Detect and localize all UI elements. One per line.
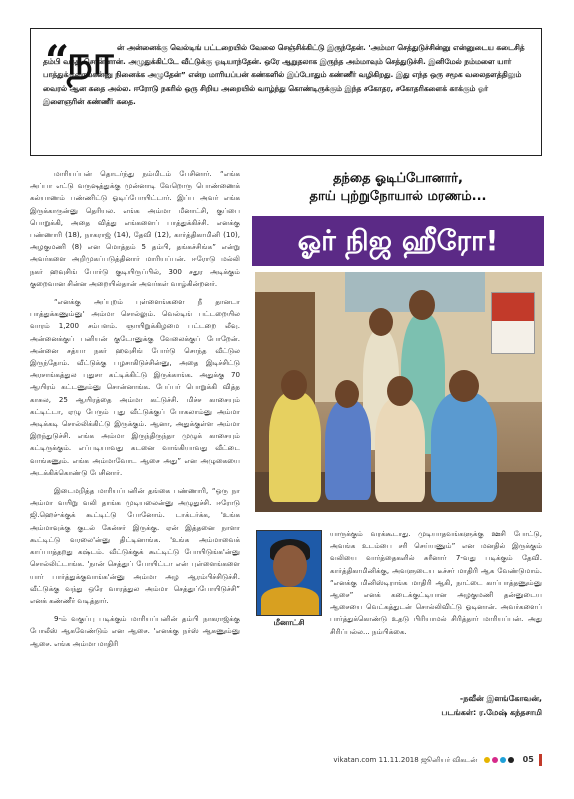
footer-date: 11.11.2018 [378,756,419,764]
footer-dot-cyan [500,757,506,763]
photo-child-5 [375,398,425,502]
page-number: 05 [522,755,534,764]
photo-child-6-head [449,370,479,402]
footer-magazine: ஜூனியர் விகடன் [420,756,478,764]
footer-site: vikatan.com [333,756,377,764]
footer-dot-black [508,757,514,763]
left-paragraph-4: 9-ம் வகுப்பு படிக்கும் மாரியப்பனின் தம்பி நாகராஜ்க்கு போலீஸ் ஆகவேண்டும் என ஆசை. 'எனக்கு நர்ஸ் ஆகணும்னு ஆசை. எங்க அம்மா மாதிரி [30,614,240,648]
photo-child-5-head [387,376,413,406]
photo-child-3-head [281,370,307,400]
footer-dot-magenta [492,757,498,763]
photo-child-6 [431,392,497,502]
photo-child-1-head [369,308,393,336]
footer-dot-yellow [484,757,490,763]
open-quote: “ [45,36,70,85]
intro-box [30,28,542,156]
headline-subtitle [252,170,544,206]
headline-sub-line-2: தாய் புற்றுநோயால் மரணம்... [309,189,487,204]
right-paragraph: யாருக்கும் வரக்கூடாது. முடியாதவங்களுக்கு ஊசி போட்டு, அவங்க உடம்பை சரி செய்யணும்” என மனதில் இருக்கும் வலியை வார்த்தைகளில் சுரீனார் 7-வது படிக்கும் தேவி. கார்த்திகாமினிக்கு, அவளுடைய டீச்சர் மாதிரி ஆக வேண்டுமாம். “எனக்கு மினிஸ்டிராங்க மாதிரி ஆகி, நாட்டை காப்பாத்தணும்னு ஆசை” எனக் கடைக்குட்டியான அழகுமணி தன்னுடைய ஆசையை வெட்கத்துடன் சொல்லிவிட்டு ஓடினான். அவர்களைப் பார்த்துக்கொண்டு உதடு பிரியாமல் சிரித்தார் மாரியப்பன். அது சிரிப்பல்ல... நம்பிக்கை. [330,529,542,636]
photo-child-2-head [409,290,435,320]
left-paragraph-3: இடைமறித்த மாரியப்பனின் தங்கை பண்ணாரி, “ஒரு நா அம்மா வயிறு வலி தாங்க முடியலைன்னு அழுதுச்சி. ஈரோடு ஜி.ஹெச்-க்குக் கூட்டிட்டு போனோம். டாக்டர்க்க, 'உங்க அம்மாவுக்கு குடல் கேன்சர் இருக்கு. ஏன் இத்தனை நாளா கூட்டிட்டு வரலை'ன்னு திட்டினாங்க. 'உங்க அம்மாவைக் காப்பாத்தறது கஷ்டம். வீட்டுக்குக் கூட்டிட்டு போயிடுங்க'ன்னு சொல்லிட்டாங்க. 'நான் செத்துப் போயிட்டா என் புள்ளைங்களை யார் பார்த்துக்குவாங்க'ன்னு அம்மா அழ ஆரம்பிச்சிடுச்சி. வீட்டுக்கு வந்து ஒரே வாரத்துல அம்மா செத்துப்போயிடுச்சி” எனக் கண்ணீர் வடித்தார். [30,486,240,605]
drop-cap: நா [67,38,114,84]
headline-sub-line-1: தந்தை ஓடிப்போனார், [333,171,463,186]
footer-color-dots [482,753,514,767]
photo-child-4-head [335,380,359,408]
left-paragraph-2: “எனக்கு அப்புறம் புள்ளைங்களை நீ தானடா பாத்துக்கணும்னு' அம்மா சொல்லும். வெல்டிங் பட்டறையில வாரம் 1,200 சம்பளம். ஞாயிறுக்கிழமை பட்டறை லீவு. அன்னைக்குப் பனியன் குடோனுக்கு வேலைக்குப் போறேன். அன்னை சத்யா நகர் ஹவுசிங் போர்டு சொந்த வீட்டுல இருந்தோம். வீட்டுக்கு பழசாகிடுச்சின்னு, அதை இடிச்சிட்டு அரசாங்கத்துல புதுசா கட்டிக்கிட்டு இருக்காங்க. அதுக்கு 70 ஆயிரம் கட்டணும்னு சொன்னாங்க. பேப்பர் பொறுக்கி வித்த காசுல, 25 ஆயிரத்தை அம்மா கட்டுச்சி. மிச்ச காசையும் கட்டிட்டா, ஏழு பேரும் புது வீட்டுக்குப் போகலாம்னு அம்மா அடிக்கடி சொல்லிக்கிட்டு இருக்கும். ஆனா, அதுக்குள்ள அம்மா இறந்துடுச்சி. எங்க அம்மா இருந்திருந்தா முழுக் காசையும் கட்டிருக்கும். எப்படியாவது கடனை வாங்கியாவது வீட்டை வாங்கணும். எங்க அம்மாவோட ஆசை அது” என அழுகையை அடக்கிக்கொண்டு பேசினார். [30,297,240,477]
left-column [30,168,240,770]
headline-banner: ஓர் நிஜ ஹீரோ! [252,216,544,266]
footer-accent-bar [539,754,542,766]
left-paragraph-1: மாரியப்பன் தொடர்ந்து நம்மிடம் பேசினார். “எங்க அப்பா எட்டு வருஷத்துக்கு முன்னாடி வேறொரு பொண்ணைக் கல்யாணம் பண்ணிட்டு ஓடிப்போயிட்டார். இப்ப அவர் எங்க இருக்காருன்னு தெரியல. எங்க அம்மா மீனாட்சி, குப்பை பொறுக்கி, அதை வித்து எங்களைப் பாத்துக்கிச்சி. எனக்கு பண்ணாரி (18), நாகராஜ் (14), தேவி (12), கார்த்திகாமினி (10), அழகுமணி (8) என மொத்தம் 5 தம்பி, தங்கச்சிங்க” என்று அவர்களை அறிமுகப்படுத்தினார் மாரியப்பன். ஈரோடு மல்லி நகர் ஹவுசிங் போர்டு குடியிருப்பில், 300 சதுர அடிக்கும் குறைவான சின்ன அறையில்தான் அவர்கள் வாழ்கின்றனர். [30,169,240,288]
photo-child-4 [325,400,371,500]
meenakshi-portrait [256,530,322,616]
photo-calendar [491,292,535,354]
intro-text: ன் அன்னைக்கு வெல்டிங் பட்டறையில் வேலை செஞ்சிக்கிட்டு இருந்தேன். 'அம்மா செத்துடுச்சின்னு என்னுடைய கடைசித் தம்பி வந்து சொன்னான். அழுதுக்கிட்டே வீட்டுக்கு ஓடியாந்தேன். ஒரே ஆறுதலாக இருந்த அம்மாவும் செத்துடுச்சி. இனிமேல் நம்மளை யார் பாத்துக்குவாங்கன்னு நினைக்க அழுதேன்” என்ற மாரியப்பன் கண்களில் இப்போதும் கண்ணீர் வழிகிறது. இது எந்த ஒரு சமூக வலைதளத்திலும் வைரல் ஆன கதை அல்ல. ஈரோடு நகரில் ஒரு சிறிய அறையில் வாழ்ந்து கொண்டிருக்கும் இந்த சகோதர, சகோதரிகளைக் காக்கும் ஓர் இளைஞரின் கண்ணீர் கதை. [43,43,525,107]
family-photo [255,272,542,512]
byline-photographer: படங்கள்: ர.மேஷ் கந்தசாமி [441,708,542,717]
byline [330,692,542,720]
byline-author: -நவீன் இளங்கோவன், [459,694,542,703]
photo-child-3 [269,392,321,502]
page-footer [330,753,542,767]
portrait-caption: மீனாட்சி [273,618,305,627]
